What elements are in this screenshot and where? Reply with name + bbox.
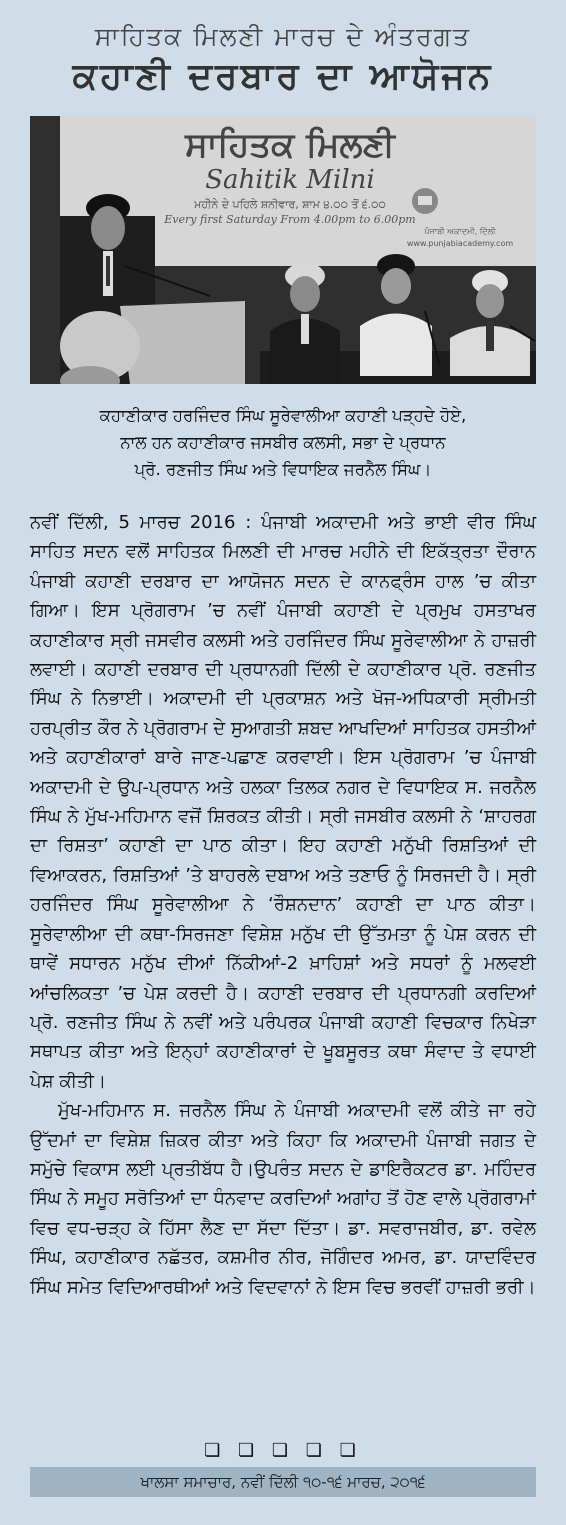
end-marks: ❏ ❏ ❏ ❏ ❏ bbox=[204, 1440, 362, 1461]
caption-line: ਕਹਾਣੀਕਾਰ ਹਰਜਿੰਦਰ ਸਿੰਘ ਸੂਰੇਵਾਲੀਆ ਕਹਾਣੀ ਪੜ੍ਹਦੇ ਹੋਏ, bbox=[99, 406, 467, 425]
article-paragraph: ਮੁੱਖ-ਮਹਿਮਾਨ ਸ. ਜਰਨੈਲ ਸਿੰਘ ਨੇ ਪੰਜਾਬੀ ਅਕਾਦਮੀ ਵਲੋਂ ਕੀਤੇ ਜਾ ਰਹੇ ਉੱਦਮਾਂ ਦਾ ਵਿਸ਼ੇਸ਼ ਜ਼ਿਕਰ ਕੀਤਾ ਅਤੇ ਕਿਹਾ ਕਿ ਅਕਾਦਮੀ ਪੰਜਾਬੀ ਜਗਤ ਦੇ ਸਮੁੱਚੇ ਵਿਕਾਸ ਲਈ ਪ੍ਰਤੀਬੱਧ ਹੈ।ਉਪਰੰਤ ਸਦਨ ਦੇ ਡਾਇਰੈਕਟਰ ਡਾ. ਮਹਿੰਦਰ ਸਿੰਘ ਨੇ ਸਮੂਹ ਸਰੋਤਿਆਂ ਦਾ ਧੰਨਵਾਦ ਕਰਦਿਆਂ ਅਗਾਂਹ ਤੋਂ ਹੋਣ ਵਾਲੇ ਪ੍ਰੋਗਰਾਮਾਂ ਵਿਚ ਵਧ-ਚੜ੍ਹ ਕੇ ਹਿੱਸਾ ਲੈਣ ਦਾ ਸੱਦਾ ਦਿੱਤਾ। ਡਾ. ਸਵਰਾਜਬੀਰ, ਡਾ. ਰਵੇਲ ਸਿੰਘ, ਕਹਾਣੀਕਾਰ ਨਛੱਤਰ, ਕਸ਼ਮੀਰ ਨੀਰ, ਜੋਗਿੰਦਰ ਅਮਰ, ਡਾ. ਯਾਦਵਿੰਦਰ ਸਿੰਘ ਸਮੇਤ ਵਿਦਿਆਰਥੀਆਂ ਅਤੇ ਵਿਦਵਾਨਾਂ ਨੇ ਇਸ ਵਿਚ ਭਰਵੀਂ ਹਾਜ਼ਰੀ ਭਰੀ। bbox=[30, 1100, 536, 1298]
event-photo bbox=[30, 116, 536, 384]
caption-line: ਪ੍ਰੋ. ਰਣਜੀਤ ਸਿੰਘ ਅਤੇ ਵਿਧਾਇਕ ਜਰਨੈਲ ਸਿੰਘ। bbox=[134, 460, 432, 479]
caption-line: ਨਾਲ ਹਨ ਕਹਾਣੀਕਾਰ ਜਸਬੀਰ ਕਲਸੀ, ਸਭਾ ਦੇ ਪ੍ਰਧਾਨ bbox=[120, 433, 446, 452]
article-kicker: ਸਾਹਿਤਕ ਮਿਲਣੀ ਮਾਰਚ ਦੇ ਅੰਤਰਗਤ bbox=[94, 22, 472, 51]
article-body bbox=[30, 508, 536, 1302]
banner-url: www.punjabiacademy.com bbox=[406, 239, 514, 248]
banner-title: ਸਾਹਿਤਕ ਮਿਲਣੀ bbox=[185, 125, 395, 165]
banner-schedule-pa: ਮਹੀਨੇ ਦੇ ਪਹਿਲੇ ਸ਼ਨੀਵਾਰ, ਸ਼ਾਮ ੪.੦੦ ਤੋਂ ੬.੦੦ bbox=[194, 198, 386, 211]
photo-caption bbox=[30, 402, 536, 483]
banner-subtitle: Sahitik Milni bbox=[205, 165, 375, 195]
article-paragraph: ਨਵੀਂ ਦਿੱਲੀ, 5 ਮਾਰਚ 2016 : ਪੰਜਾਬੀ ਅਕਾਦਮੀ ਅਤੇ ਭਾਈ ਵੀਰ ਸਿੰਘ ਸਾਹਿਤ ਸਦਨ ਵਲੋਂ ਸਾਹਿਤਕ ਮਿਲਣੀ ਦੀ ਮਾਰਚ ਮਹੀਨੇ ਦੀ ਇਕੱਤ੍ਰਤਾ ਦੌਰਾਨ ਪੰਜਾਬੀ ਕਹਾਣੀ ਦਰਬਾਰ ਦਾ ਆਯੋਜਨ ਸਦਨ ਦੇ ਕਾਨਫ੍ਰੰਸ ਹਾਲ ’ਚ ਕੀਤਾ ਗਿਆ। ਇਸ ਪ੍ਰੋਗਰਾਮ ’ਚ ਨਵੀਂ ਪੰਜਾਬੀ ਕਹਾਣੀ ਦੇ ਪ੍ਰਮੁਖ ਹਸਤਾਖਰ ਕਹਾਣੀਕਾਰ ਸ੍ਰੀ ਜਸਵੀਰ ਕਲਸੀ ਅਤੇ ਹਰਜਿੰਦਰ ਸਿੰਘ ਸੂਰੇਵਾਲੀਆ ਨੇ ਹਾਜ਼ਰੀ ਲਵਾਈ। ਕਹਾਣੀ ਦਰਬਾਰ ਦੀ ਪ੍ਰਧਾਨਗੀ ਦਿੱਲੀ ਦੇ ਕਹਾਣੀਕਾਰ ਪ੍ਰੋ. ਰਣਜੀਤ ਸਿੰਘ ਨੇ ਨਿਭਾਈ। ਅਕਾਦਮੀ ਦੀ ਪ੍ਰਕਾਸ਼ਨ ਅਤੇ ਖੋਜ-ਅਧਿਕਾਰੀ ਸ੍ਰੀਮਤੀ ਹਰਪ੍ਰੀਤ ਕੌਰ ਨੇ ਪ੍ਰੋਗਰਾਮ ਦੇ ਸੁਆਗਤੀ ਸ਼ਬਦ ਆਖਦਿਆਂ ਸਾਹਿਤਕ ਹਸਤੀਆਂ ਅਤੇ ਕਹਾਣੀਕਾਰਾਂ ਬਾਰੇ ਜਾਣ-ਪਛਾਣ ਕਰਵਾਈ। ਇਸ ਪ੍ਰੋਗਰਾਮ ’ਚ ਪੰਜਾਬੀ ਅਕਾਦਮੀ ਦੇ ਉਪ-ਪ੍ਰਧਾਨ ਅਤੇ ਹਲਕਾ ਤਿਲਕ ਨਗਰ ਦੇ ਵਿਧਾਇਕ ਸ. ਜਰਨੈਲ ਸਿੰਘ ਨੇ ਮੁੱਖ-ਮਹਿਮਾਨ ਵਜੋਂ ਸ਼ਿਰਕਤ ਕੀਤੀ। ਸ੍ਰੀ ਜਸਬੀਰ ਕਲਸੀ ਨੇ ‘ਸ਼ਾਹਰਗ ਦਾ ਰਿਸ਼ਤਾ’ ਕਹਾਣੀ ਦਾ ਪਾਠ ਕੀਤਾ। ਇਹ ਕਹਾਣੀ ਮਨੁੱਖੀ ਰਿਸ਼ਤਿਆਂ ਦੀ ਵਿਆਕਰਨ, ਰਿਸ਼ਤਿਆਂ ’ਤੇ ਬਾਹਰਲੇ ਦਬਾਅ ਅਤੇ ਤਣਾਓ ਨੂੰ ਸਿਰਜਦੀ ਹੈ। ਸ੍ਰੀ ਹਰਜਿੰਦਰ ਸਿੰਘ ਸੂਰੇਵਾਲੀਆ ਨੇ ‘ਰੌਸ਼ਨਦਾਨ’ ਕਹਾਣੀ ਦਾ ਪਾਠ ਕੀਤਾ। ਸੂਰੇਵਾਲੀਆ ਦੀ ਕਥਾ-ਸਿਰਜਣਾ ਵਿਸ਼ੇਸ਼ ਮਨੁੱਖ ਦੀ ਉੱਤਮਤਾ ਨੂੰ ਪੇਸ਼ ਕਰਨ ਦੀ ਥਾਵੇਂ ਸਧਾਰਨ ਮਨੁੱਖ ਦੀਆਂ ਨਿੱਕੀਆਂ-2 ਖ਼ਾਹਿਸ਼ਾਂ ਅਤੇ ਸਧਰਾਂ ਨੂੰ ਮਲਵਈ ਆਂਚਲਿਕਤਾ ’ਚ ਪੇਸ਼ ਕਰਦੀ ਹੈ। ਕਹਾਣੀ ਦਰਬਾਰ ਦੀ ਪ੍ਰਧਾਨਗੀ ਕਰਦਿਆਂ ਪ੍ਰੋ. ਰਣਜੀਤ ਸਿੰਘ ਨੇ ਨਵੀਂ ਅਤੇ ਪਰੰਪਰਕ ਪੰਜਾਬੀ ਕਹਾਣੀ ਵਿਚਕਾਰ ਨਿਖੇੜਾ ਸਥਾਪਤ ਕੀਤਾ ਅਤੇ ਇਨ੍ਹਾਂ ਕਹਾਣੀਕਾਰਾਂ ਦੇ ਖੂਬਸੂਰਤ ਕਥਾ ਸੰਵਾਦ ਤੇ ਵਧਾਈ ਪੇਸ਼ ਕੀਤੀ। bbox=[30, 512, 536, 1092]
banner-schedule-en: Every first Saturday From 4.00pm to 6.00pm bbox=[164, 213, 416, 226]
article-headline: ਕਹਾਣੀ ਦਰਬਾਰ ਦਾ ਆਯੋਜਨ bbox=[72, 56, 494, 97]
source-footer: ਖਾਲਸਾ ਸਮਾਚਾਰ, ਨਵੀਂ ਦਿੱਲੀ ੧੦-੧੬ ਮਾਰਚ, ੨੦੧੬ bbox=[30, 1467, 536, 1497]
banner-org: ਪੰਜਾਬੀ ਅਕਾਦਮੀ, ਦਿੱਲੀ bbox=[424, 227, 496, 236]
book-logo-icon bbox=[412, 188, 438, 214]
